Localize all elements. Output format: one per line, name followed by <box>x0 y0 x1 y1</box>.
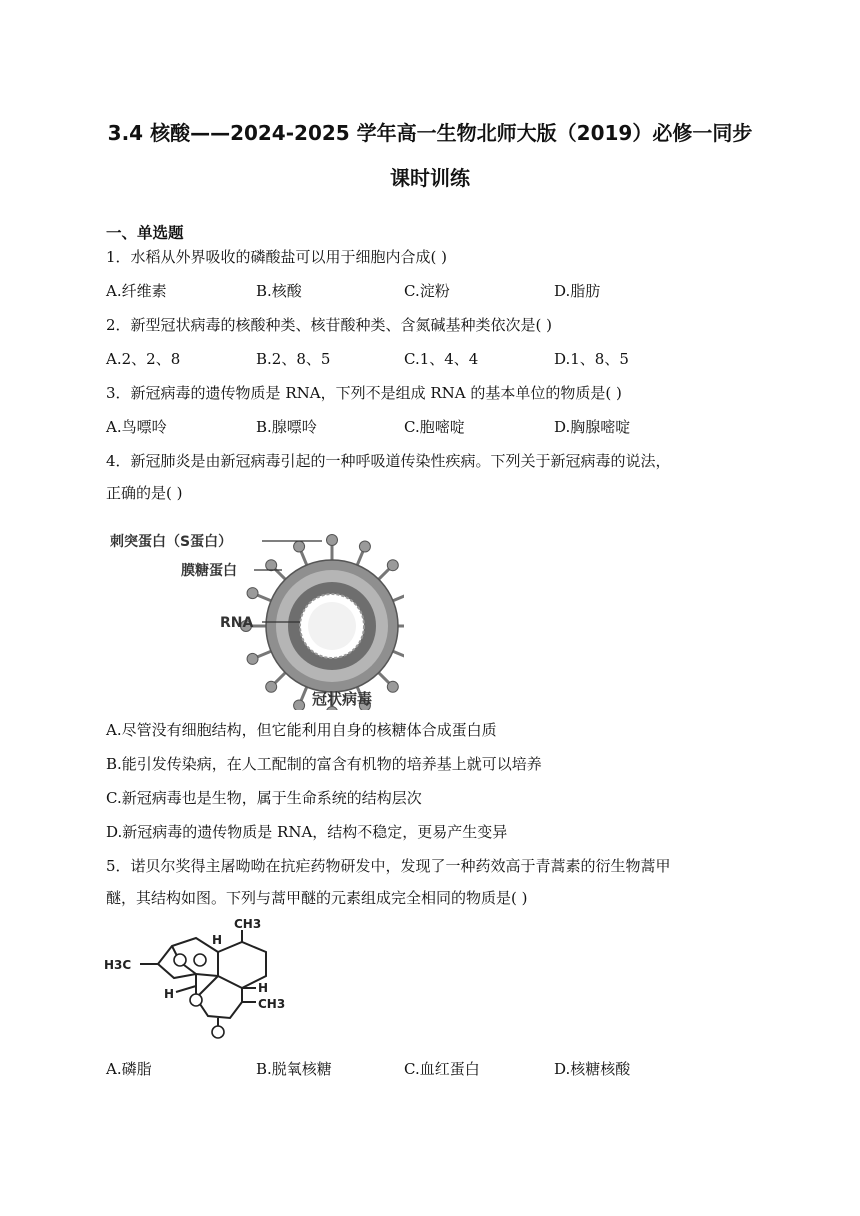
q2-option-b[interactable]: B.2、8、5 <box>256 350 331 368</box>
q4-option-b[interactable]: B.能引发传染病，在人工配制的富含有机物的培养基上就可以培养 <box>106 755 542 773</box>
spike-head <box>294 700 305 710</box>
label-membrane-glycoprotein: 膜糖蛋白 <box>181 563 237 579</box>
question-5-options <box>106 1057 756 1081</box>
page-title-line1: 3.4 核酸——2024-2025 学年高一生物北师大版（2019）必修一同步 <box>107 121 753 145</box>
label-h-top: H <box>212 933 223 947</box>
q3-option-d[interactable]: D.胸腺嘧啶 <box>554 418 631 436</box>
label-h-right: H <box>258 981 269 995</box>
label-rna: RNA <box>220 615 254 631</box>
label-ch3-top: CH3 <box>234 917 262 931</box>
atom-o-1 <box>174 954 186 966</box>
spike-head <box>327 535 338 546</box>
q5-option-a[interactable]: A.磷脂 <box>106 1060 152 1078</box>
q5-option-c[interactable]: C.血红蛋白 <box>404 1060 480 1078</box>
label-h-left: H <box>164 987 175 1001</box>
atom-o-2 <box>194 954 206 966</box>
q5-option-b[interactable]: B.脱氧核糖 <box>256 1060 332 1078</box>
q3-option-a[interactable]: A.鸟嘌呤 <box>106 418 167 436</box>
spike-head <box>387 560 398 571</box>
question-2-options <box>106 347 756 371</box>
q1-option-d[interactable]: D.脂肪 <box>554 282 601 300</box>
question-5-stem-line1: 5．诺贝尔奖得主屠呦呦在抗疟药物研发中，发现了一种药效高于青蒿素的衍生物蒿甲 <box>106 857 671 875</box>
label-h3c-left: H3C <box>104 958 132 972</box>
q5-option-d[interactable]: D.核糖核酸 <box>554 1060 631 1078</box>
q4-option-c[interactable]: C.新冠病毒也是生物，属于生命系统的结构层次 <box>106 789 422 807</box>
coronavirus-figure <box>104 518 404 710</box>
question-1-options <box>106 279 756 303</box>
label-spike-protein: 刺突蛋白（S蛋白） <box>110 534 233 550</box>
q2-option-d[interactable]: D.1、8、5 <box>554 350 629 368</box>
question-2-stem: 2．新型冠状病毒的核酸种类、核苷酸种类、含氮碱基种类依次是( ) <box>106 316 553 334</box>
spike-head <box>247 653 258 664</box>
q2-option-c[interactable]: C.1、4、4 <box>404 350 479 368</box>
spike-head <box>359 541 370 552</box>
spike-head <box>266 560 277 571</box>
label-ch3-right: CH3 <box>258 997 286 1011</box>
question-4-stem-line1: 4．新冠肺炎是由新冠病毒引起的一种呼吸道传染性疾病。下列关于新冠病毒的说法， <box>106 452 671 470</box>
q4-option-d[interactable]: D.新冠病毒的遗传物质是 RNA，结构不稳定，更易产生变异 <box>106 823 508 841</box>
question-3-options <box>106 415 756 439</box>
q4-option-a[interactable]: A.尽管没有细胞结构，但它能利用自身的核糖体合成蛋白质 <box>106 721 497 739</box>
spike-head <box>266 681 277 692</box>
q3-option-c[interactable]: C.胞嘧啶 <box>404 418 465 436</box>
q1-option-c[interactable]: C.淀粉 <box>404 282 450 300</box>
atom-o-3 <box>190 994 202 1006</box>
page-title-line2: 课时训练 <box>390 166 470 190</box>
question-1-stem: 1．水稻从外界吸收的磷酸盐可以用于细胞内合成( ) <box>106 248 448 266</box>
section-heading: 一、单选题 <box>106 224 184 242</box>
q3-option-b[interactable]: B.腺嘌呤 <box>256 418 317 436</box>
spike-head <box>387 681 398 692</box>
virus-core-center <box>308 602 356 650</box>
question-3-stem: 3．新冠病毒的遗传物质是 RNA，下列不是组成 RNA 的基本单位的物质是( ) <box>106 384 622 402</box>
q1-option-b[interactable]: B.核酸 <box>256 282 302 300</box>
atom-o-4 <box>212 1026 224 1038</box>
structure-bonds <box>140 930 269 1032</box>
question-4-stem-line2: 正确的是( ) <box>106 484 183 502</box>
spike-head <box>294 541 305 552</box>
artemether-structure-figure <box>100 916 300 1046</box>
label-coronavirus-caption: 冠状病毒 <box>312 690 373 708</box>
q2-option-a[interactable]: A.2、2、8 <box>106 350 181 368</box>
q1-option-a[interactable]: A.纤维素 <box>106 282 167 300</box>
spike-head <box>247 588 258 599</box>
question-5-stem-line2: 醚，其结构如图。下列与蒿甲醚的元素组成完全相同的物质是( ) <box>106 889 528 907</box>
